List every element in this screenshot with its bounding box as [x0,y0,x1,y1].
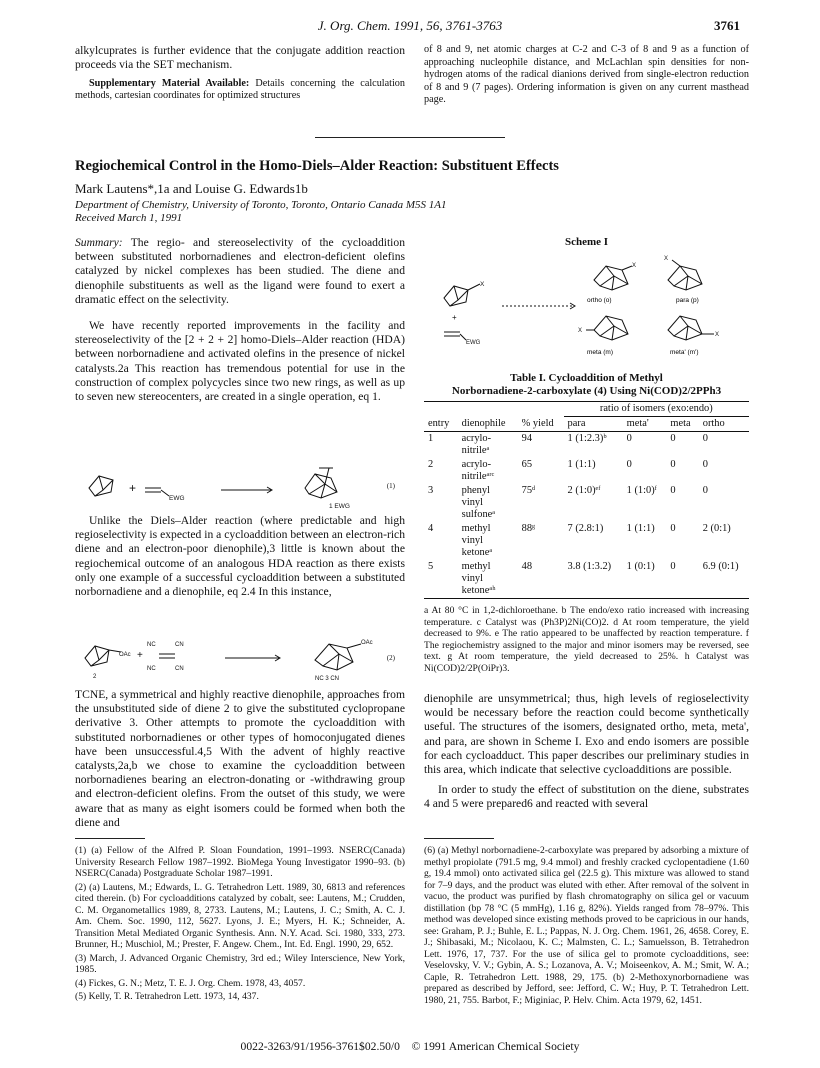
cell: 0 [670,523,676,534]
right-paragraph-2: In order to study the effect of substitution on the diene, substrates 4 and 5 were prepared6 and reacted with several [424,783,749,811]
prev-article-end [75,44,405,108]
cell: 65 [521,459,533,470]
equation-1 [75,462,405,510]
table-body [424,402,749,599]
cell: phenyl vinyl sulfoneᵃ [461,485,496,520]
article-separator [315,137,505,138]
th-ortho: ortho [702,418,725,429]
cell: 1 (1:2.3)ᵇ [567,433,607,444]
summary-label: Summary: [75,236,123,249]
th-entry: entry [428,417,450,429]
svg-text:EWG: EWG [169,495,185,502]
cell: acrylo- nitrileᵃʳᶜ [461,459,495,482]
cell: methyl vinyl ketoneᵃʰ [461,561,496,596]
paragraph-1: We have recently reported improvements in the facility and stereoselectivity of the [2 + 2 + 2] homo-Diels–Alder reaction (HDA) between norbornadiene and activated olefins in the presence of nickel catalysts.2a This reaction has tremendous potential for use in the construction of complex polycycles since two new rings, as well as up to seven new stereocenters, are created in a single operation, eq 1. [75,319,405,404]
footnotes-right [424,845,749,1008]
cell: 0 [670,485,676,496]
page-number: 3761 [714,18,740,33]
supp-text: Details concerning the calculation methods, cartesian coordinates for optimized structures [75,78,405,102]
footnote-1: (1) (a) Fellow of the Alfred P. Sloan Foundation, 1991–1993. NSERC(Canada) University Research Fellow 1987–1992. BioMega Young Investigator 1990–93. (b) NSERC(Canada) Postgraduate Scholar 1987–1991. [75,845,405,879]
table-header-row [424,417,749,432]
cell: 3.8 (1:3.2) [567,561,612,572]
scheme-label-ortho: ortho (o) [587,297,612,304]
cell: 0 [702,459,708,470]
page-footer [0,1040,820,1053]
scheme-ewg-dienophile: EWG [466,340,481,346]
cell: 0 [670,459,676,470]
cell: 3 [428,485,434,496]
svg-text:OAc: OAc [361,640,373,646]
cell: 94 [521,433,533,444]
equation-2-structures [75,628,405,684]
table-group-header: ratio of isomers (exo:endo) [564,402,749,417]
cell: acrylo- nitrileᵃ [461,433,492,456]
journal-citation: J. Org. Chem. 1991, 56, 3761-3763 [317,18,503,33]
svg-text:X: X [664,256,669,262]
svg-text:X: X [578,328,583,334]
running-header [0,18,820,38]
cell: 2 (0:1) [702,523,731,534]
cell: 0 [702,433,708,444]
right-paragraph-1: dienophile are unsymmetrical; thus, high levels of regioselectivity would be necessary before the reaction could become synthetically useful. The structures of the isomers, designated ortho, meta, meta', and para, are shown in Scheme I. Exo and endo isomers are possible for each cycloadduct. This paper describes our preliminary studies in this area, which indicate that selective cycloadditions are possible. [424,692,749,777]
footnote-6: (6) (a) Methyl norbornadiene-2-carboxylate was prepared by adsorbing a mixture of methyl propiolate (791.5 mg, 9.4 mmol) and freshly cracked cyclopentadiene (1.60 g, 19.4 mmol) onto activated silica gel (22.5 g). This mixture was allowed to stand for 7–9 days, and the product was eluted with ether. After removal of the solvent in vacuo, the product was purified by flash chromatography on silica gel or vacuum distillation (bp 78 °C (5 mmHg), 1.16 g, 82%). Yields ranged from 78–97%. This method was developed since existing methods proved to be capricious in our hands, see: Graham, P. J.; Buhle, E. L.; Pappas, N. J. Org. Chem. 1961, 26, 4658. Corey, E. J.; Shibasaki, M.; Nicolaou, K. C.; Malmsten, C. L.; Samuelsson, B. Tetrahedron Lett. 1976, 17, 737. For the use of silica gel to promote cycloadditions, see: Veselovsky, V. V.; Gybin, A. S.; Lozanova, A. V.; Moiseenkov, A. M.; Smit, W. A.; Caple, R. Tetrahedron Lett. 1988, 29, 175. (b) 2-Methoxynorbornadiene was prepared as described by Jefford, see: Jefford, C. W.; Huy, P. T. Tetrahedron Lett. 1980, 21, 755. Barbot, F.; Miginiac, P. Helv. Chim. Acta 1979, 62, 1451. [424,845,749,1006]
table-row [424,484,749,522]
affiliation: Department of Chemistry, University of Toronto, Toronto, Ontario Canada M5S 1A1 [75,199,447,211]
table-1 [424,372,749,675]
table-row [424,432,749,459]
table-caption-line-1: Table I. Cycloaddition of Methyl [510,372,663,384]
cell: 1 (1:1) [567,459,596,470]
eq1-number: (1) [386,482,395,490]
cell: 5 [428,561,434,572]
cell: 1 [428,433,434,444]
svg-text:OAc: OAc [119,652,131,658]
paragraph-2: Unlike the Diels–Alder reaction (where predictable and high regioselectivity is expected in a cycloaddition between an electron-rich diene and an electron-poor dienophile),3 little is known about the regiochemical outcome of an analogous HDA reaction as there exists only one example of a successful cycloaddition between a substituted norbornadiene and a dienophile, eq 2.4 In this instance, [75,514,405,599]
cell: methyl vinyl ketoneᵃ [461,523,493,558]
scheme-structures [424,250,749,365]
table-row [424,560,749,599]
summary [75,236,405,307]
cell: 1 (0:1) [626,561,655,572]
cell: 88ᵍ [521,523,536,534]
cell: 2 [428,459,434,470]
received-date: Received March 1, 1991 [75,212,183,224]
table-caption-line-2: Norbornadiene-2-carboxylate (4) Using Ni(COD)2/2PPh3 [451,385,722,397]
svg-text:+: + [129,481,137,495]
cell: 0 [626,433,632,444]
svg-text:1 EWG: 1 EWG [329,503,350,510]
supp-label: Supplementary Material Available: [89,78,250,90]
th-meta-prime: meta' [626,418,649,429]
right-column-text [424,692,749,818]
cell: 0 [702,485,708,496]
table-footnotes: a At 80 °C in 1,2-dichloroethane. b The endo/exo ratio increased with increasing temperature. c Catalyst was (Ph3P)2Ni(CO)2. d At room temperature, the yield decreased to 9%. e The ratio appeared to be unaffected by reaction temperature. f The regiochemistry assigned to the major and minor isomers may be reversed, see text. g At room temperature, the yield decreased to 25%. h Catalyst was Ni(COD)2/2P(OiPr)3. [424,605,749,674]
scheme-1 [424,236,749,366]
th-yield: % yield [521,417,554,429]
th-para: para [567,418,586,429]
prev-article-supp-cont [424,44,749,109]
footnote-2: (2) (a) Lautens, M.; Edwards, L. G. Tetrahedron Lett. 1989, 30, 6813 and references cited therein. (b) For cycloadditions catalyzed by cobalt, see: Lautens, M.; Crudden, C. M. Organometallics 1989, 8, 2733. Lautens, M.; Lautens, J. C.; Smith, A. C. J. Am. Chem. Soc. 1990, 112, 5627. Lyons, J. E.; Myers, H. K.; Schneider, A. Transition Metal Mediated Organic Synthesis. Ann. N.Y. Acad. Sci. 1980, 333, 273. Brunner, H.; Muschiol, M.; Prester, F. Angew. Chem., Int. Ed. Engl. 1990, 29, 652. [75,881,405,950]
cell: 75ᵈ [521,485,536,496]
left-column-top [75,236,405,410]
summary-text: The regio- and stereoselectivity of the cycloaddition between substituted norbornadienes and electron-deficient olefins catalyzed by nickel complexes has been studied. The diene and dienophile substituents as well as the ligand were found to exert a dramatic effect on the selectivity. [75,236,405,306]
svg-text:CN: CN [175,642,184,648]
footnote-rule-right [424,838,494,839]
svg-text:+: + [452,313,457,322]
authors: Mark Lautens*,1a and Louise G. Edwards1b [75,181,308,196]
scheme-label-para: para (p) [676,297,699,304]
svg-text:NC: NC [147,666,156,672]
table-group-header-row [424,402,749,417]
scheme-title: Scheme I [564,236,609,248]
cell: 1 (1:1) [626,523,655,534]
left-column-middle [75,514,405,605]
article-title: Regiochemical Control in the Homo-Diels–Alder Reaction: Substituent Effects [75,158,559,174]
cell: 0 [670,433,676,444]
scheme-label-meta: meta (m) [587,349,613,356]
svg-text:2: 2 [93,674,97,680]
scheme-x-1: X [480,281,485,288]
supp-text-cont: of 8 and 9, net atomic charges at C-2 and C-3 of 8 and 9 as a function of approaching nucleophile distance, and McLachlan spin densities for non-hydrogen atoms of the radical dianions derived from single-electron reduction of 8 and 9 (7 pages). Ordering information is given on any current masthead page. [424,44,749,105]
footnote-4: (4) Fickes, G. N.; Metz, T. E. J. Org. Chem. 1978, 43, 4057. [75,977,306,989]
th-meta: meta [670,418,691,429]
cell: 4 [428,523,434,534]
footnote-rule-left [75,838,145,839]
cell: 0 [670,561,676,572]
footer-code: 0022-3263/91/1956-3761$02.50/0 [240,1040,400,1053]
th-dienophile: dienophile [461,417,506,429]
cell: 7 (2.8:1) [567,523,604,534]
cell: 1 (1:0)ᶠ [626,485,657,496]
footnotes-left [75,845,405,1005]
footnote-5: (5) Kelly, T. R. Tetrahedron Lett. 1973, 14, 437. [75,991,259,1002]
cell: 0 [626,459,632,470]
supplementary-material [75,78,405,102]
footnote-3: (3) March, J. Advanced Organic Chemistry, 3rd ed.; Wiley Interscience, New York, 1985. [75,952,405,975]
cell: 48 [521,561,533,572]
cell: 2 (1:0)ᵉᶠ [567,485,601,496]
footer-copyright: © 1991 American Chemical Society [411,1040,580,1053]
equation-2 [75,628,405,684]
table-row [424,522,749,560]
paragraph-3: TCNE, a symmetrical and highly reactive dienophile, approaches from the unsubstituted side of diene 2 to give the substituted cyclopropane derivative 3. Other attempts to promote the cycloaddition with substituted norbornadienes or other types of homoconjugated dienes have been unsuccessful.4,5 With the advent of highly reactive catalysts,2a,b we chose to examine the cycloaddition between norbornadienes bearing an electron-donating or -withdrawing group and electron-deficient olefins. From the outset of this study, we were aware that as many as eight isomers could be formed when both the diene and [75,688,405,829]
svg-text:+: + [137,650,143,661]
equation-1-structures [75,462,405,510]
svg-text:NC 3 CN: NC 3 CN [315,676,340,682]
svg-text:X: X [632,263,637,269]
scheme-label-meta-prime: meta' (m') [670,349,699,356]
table-row [424,458,749,484]
svg-text:CN: CN [175,666,184,672]
cell: 6.9 (0:1) [702,561,739,572]
svg-text:X: X [715,332,720,338]
svg-text:NC: NC [147,642,156,648]
eq2-number: (2) [386,654,395,662]
prev-article-text: alkylcuprates is further evidence that the conjugate addition reaction proceeds via the SET mechanism. [75,44,405,72]
left-column-bottom [75,688,405,836]
